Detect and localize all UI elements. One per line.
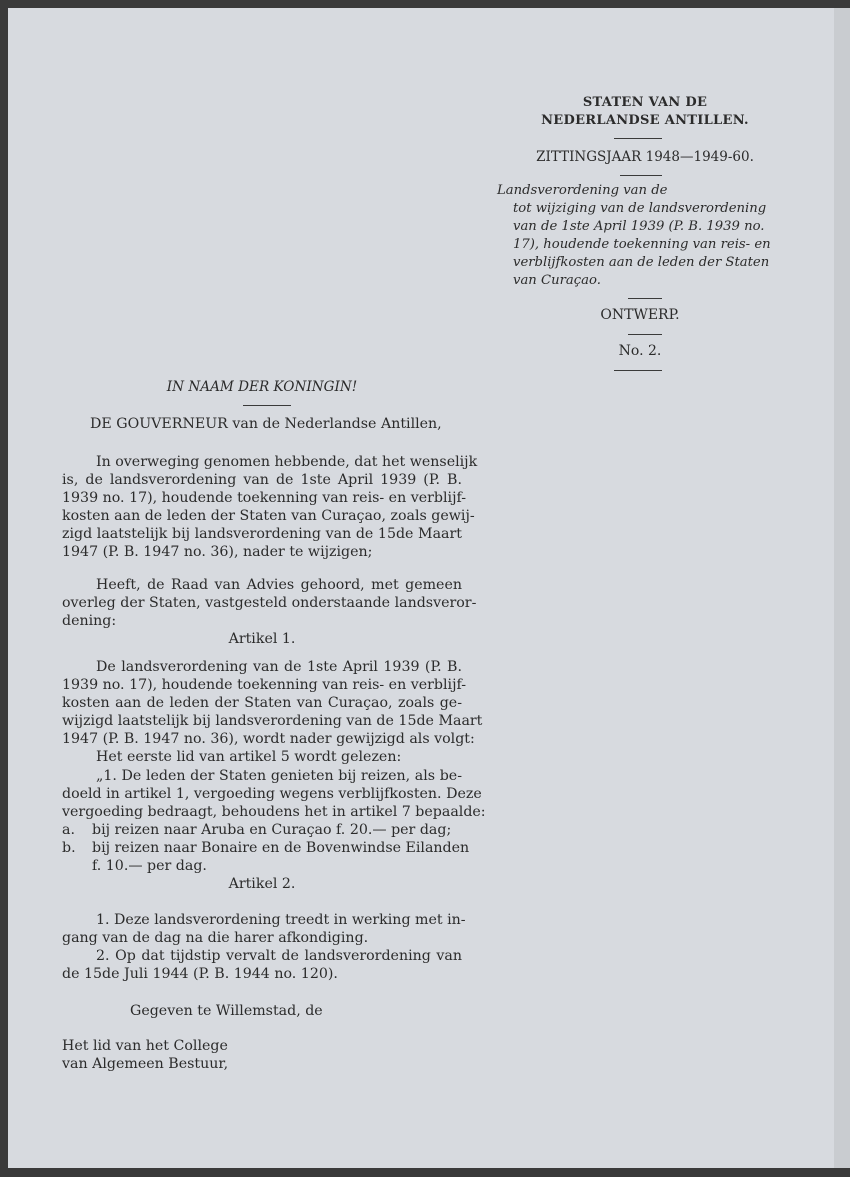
list-text: bij reizen naar Aruba en Curaçao f. 20.— per dag; (92, 821, 452, 838)
text-line: Heeft, de Raad van Advies gehoord, met gemeen (96, 577, 462, 593)
subject-line: verblijfkosten aan de leden der Staten (513, 255, 770, 270)
text-line: 2. Op dat tijdstip vervalt de landsverordening van (96, 948, 462, 965)
invocation: IN NAAM DER KONINGIN! (166, 379, 358, 395)
list-text: bij reizen naar Bonaire en de Bovenwindse Eilanden (92, 839, 470, 856)
draft-number: No. 2. (618, 343, 662, 359)
draft-label: ONTWERP. (600, 307, 680, 323)
text-line: gang van de dag na die harer afkondiging. (62, 930, 369, 947)
divider (628, 298, 662, 299)
subject-line: tot wijziging van de landsverordening (513, 201, 767, 216)
text-line: dening: (62, 613, 117, 630)
list-label: b. (62, 839, 76, 856)
session-year: ZITTINGSJAAR 1948—1949-60. (536, 149, 754, 165)
text-line: 1947 (P. B. 1947 no. 36), wordt nader gewijzigd als volgt: (62, 731, 475, 748)
text-line: wijzigd laatstelijk bij landsverordening van de 15de Maart (62, 713, 483, 730)
divider (243, 405, 291, 406)
page-edge (834, 8, 850, 1168)
divider (628, 334, 662, 335)
divider (620, 175, 662, 176)
list-label: a. (62, 821, 75, 838)
subject-block (497, 182, 787, 290)
text-line: overleg der Staten, vastgesteld onderstaande landsveror- (62, 595, 477, 612)
subject-line: Landsverordening van de (497, 183, 668, 198)
article-1-paragraph (62, 658, 486, 875)
text-line: 1939 no. 17), houdende toekenning van reis- en verblijf- (62, 490, 467, 507)
article-2-paragraph (62, 911, 466, 983)
text-line: 1939 no. 17), houdende toekenning van reis- en verblijf- (62, 677, 467, 694)
text-line: In overweging genomen hebbende, dat het wenselijk (96, 454, 478, 470)
signature-line: van Algemeen Bestuur, (62, 1056, 229, 1073)
consideration-paragraph (62, 453, 478, 562)
article-1-title: Artikel 1. (228, 631, 296, 647)
text-line: 1947 (P. B. 1947 no. 36), nader te wijzigen; (62, 544, 373, 561)
subject-line: van Curaçao. (513, 273, 601, 288)
text-line: kosten aan de leden der Staten van Curaçao, zoals gewij- (62, 508, 475, 525)
divider (614, 138, 662, 139)
text-line: Het eerste lid van artikel 5 wordt gelezen: (96, 749, 402, 766)
subject-line: 17), houdende toekenning van reis- en (513, 237, 771, 252)
text-line: de 15de Juli 1944 (P. B. 1944 no. 120). (62, 966, 338, 983)
text-line: kosten aan de leden der Staten van Curaçao, zoals ge- (62, 695, 462, 712)
text-line: De landsverordening van de 1ste April 1939 (P. B. (96, 659, 462, 675)
text-line: 1. Deze landsverordening treedt in werking met in- (96, 912, 466, 928)
text-line: „1. De leden der Staten genieten bij reizen, als be- (96, 767, 462, 784)
list-text: f. 10.— per dag. (92, 858, 207, 875)
governor-line: DE GOUVERNEUR van de Nederlandse Antillen, (90, 416, 442, 432)
signature-block (62, 1037, 462, 1073)
text-line: doeld in artikel 1, vergoeding wegens verblijfkosten. Deze (62, 785, 482, 802)
list-item-b (62, 839, 470, 857)
text-line: zigd laatstelijk bij landsverordening van de 15de Maart (62, 526, 462, 543)
title-line-2: NEDERLANDSE ANTILLEN. (541, 113, 749, 128)
scan-border (0, 1168, 850, 1177)
text-line: is, de landsverordening van de 1ste April 1939 (P. B. (62, 472, 462, 489)
subject-line: van de 1ste April 1939 (P. B. 1939 no. (513, 219, 765, 234)
title-line-1: STATEN VAN DE (582, 95, 708, 110)
signature-line: Het lid van het College (62, 1038, 228, 1054)
list-item-a (62, 821, 462, 839)
text-line: vergoeding bedraagt, behoudens het in artikel 7 bepaalde: (62, 803, 486, 820)
divider (614, 370, 662, 371)
given-line: Gegeven te Willemstad, de (130, 1003, 323, 1019)
advice-paragraph (62, 576, 477, 630)
article-2-title: Artikel 2. (228, 876, 296, 892)
